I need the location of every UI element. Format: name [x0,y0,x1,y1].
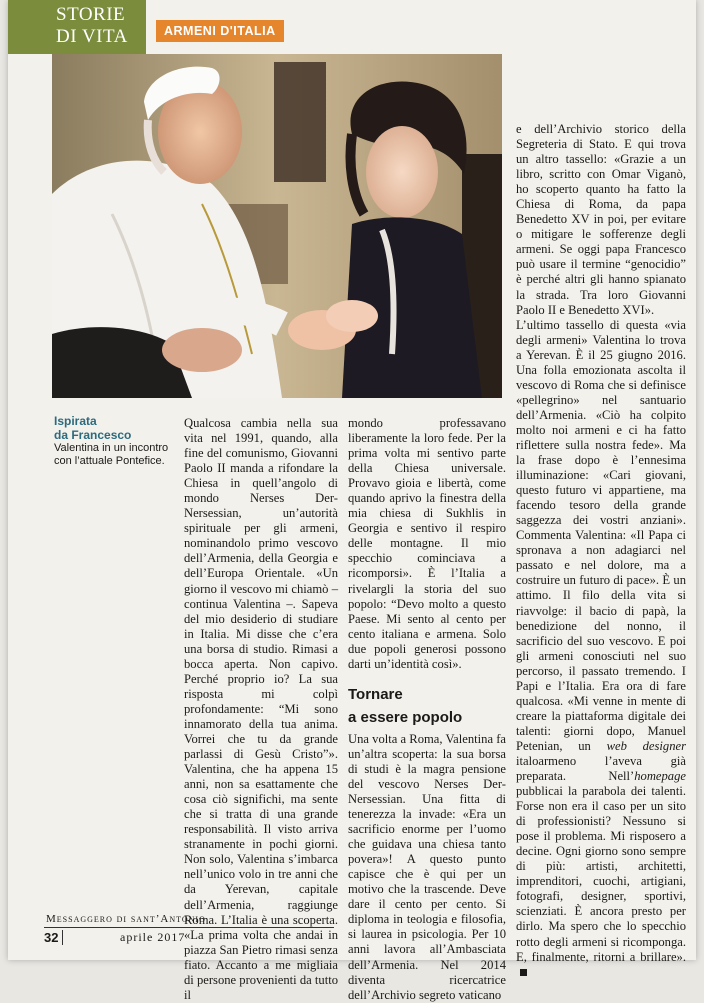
italic-term: web designer [606,738,687,753]
page-number: 32 [44,930,63,945]
paragraph: Qualcosa cambia nella sua vita nel 1991, quando, alla fine del comunismo, Giovanni Paolo II manda a rifondare la Chiesa in quell’angolo di mondo Nerses Der-Nersessian, un’autorità spirituale per gli armeni, nominandolo primo vescovo dell’Armenia, della Georgia e dell’Europa Orientale. «Un giorno il vescovo mi chiamò – continua Valentina –. Sapeva del mio desiderio di studiare in Italia. Mi disse che c’era una borsa di studio. Rimasi a bocca aperta. Non capivo. Perché proprio io? La sua risposta mi colpì profondamente: “Mi sono innamorato della tua anima. Vorrei che tu da grande parlassi di Gesù Cristo”». Valentina, che ha appena 15 anni, non sa esattamente che cosa ciò significhi, ma sente che si tratta di una grande responsabilità. Il visto arriva stranamente in pochi giorni. Non solo, Valentina s’imbarca nell’unico volo in tre anni che da Yerevan, capitale dell’Armenia, raggiunge Roma. L’Italia è una scoperta. «La prima volta che andai in piazza San Pietro rimasi senza fiato. Accanto a me migliaia di persone provenienti da tutto il [184,416,338,1002]
caption-title-line2: da Francesco [54,428,132,442]
section-label-line1: STORIE [56,4,126,25]
magazine-page [8,0,696,1002]
photo-caption [54,414,174,468]
paragraph: Una volta a Roma, Valentina fa un’altra scoperta: la sua borsa di studi è la magra pensione del vescovo Nerses Der-Nersessian. Una fitta di tenerezza la invade: «Era un sacrificio enorme per l’uomo che guidava una chiesa tanto povera»! A questo punto capisce che è qui per un motivo che la trascende. Deve dare il cento per cento. Si diploma in teologia e filosofia, si laurea in psicologia. Per 10 anni lavora all’Ambasciata dell’Armenia. Nel 2014 diventa ricercatrice dell’Archivio segreto vaticano [348,731,506,1002]
subheading-line1: Tornare [348,685,403,703]
category-tag: ARMENI D'ITALIA [156,20,284,42]
paragraph: e dell’Archivio storico della Segreteria di Stato. E qui trova un altro tassello: «Grazie a un libro, scritto con Omar Viganò, ho scoperto quanto ha fatto la Chiesa di Roma, da papa Benedetto XV in poi, per evitare o mitigare le sofferenze degli armeni. Se oggi papa Francesco può usare il termine “genocidio” è perché altri gli hanno spianato la strada. Tra loro Giovanni Paolo II e Benedetto XVI». [516,122,686,317]
paragraph-part: pubblicai la parabola dei talenti. Forse non era il caso per un sito di professionisti? Nessuno si pose il problema. Mi risposero a decine. Ogni giorno sono sempre di più: artisti, architetti, imprenditori, cuochi, artigiani, fotografi, designer, sportivi, scienziati. È ancora presto per dirlo. Ma spero che lo specchio rotto degli armeni si ricomponga. E, finalmente, ritorni a brillare». [516,784,686,964]
text-column-2 [348,416,506,1003]
section-label [8,0,146,54]
paragraph [516,318,686,980]
text-column-1 [184,416,338,1003]
italic-term: homepage [634,769,686,784]
paragraph-part: italoarmeno l’aveva già preparata. Nell’ [516,753,686,784]
paragraph-part: L’ultimo tassello di questa «via degli armeni» Valentina lo trova a Yerevan. È il 25 giugno 2016. Una folla emozionata ascolta il vescovo di Roma che si definisce «pellegrino» nel santuario dell’Armenia. «Ciò ha colpito molto noi armeni e ci ha fatto riflettere sulla nostra fede». Ma la frase dopo è l’ennesima illuminazione: «Cari giovani, questo futuro vi appartiene, ma facendo tesoro della grande saggezza dei vostri anziani». Commenta Valentina: «Il Papa ci spronava a non adagiarci nel passato e nel dolore, ma a costruire un futuro di pace». È un attimo. Il filo della vita si riavvolge: il bacio di papà, la benedizione del nonno, il sacrificio del suo vescovo. E poi gli armeni conosciuti nel suo percorso, il passato tremendo. I Papi e l’Italia. Era ora di fare qualcosa. «Mi venne in mente di creare la piattaforma digitale dei talenti: giorni dopo, Manuel Petenian, un [516,317,686,753]
end-mark [520,969,527,976]
subheading-line2: a essere popolo [348,708,463,726]
caption-title-line1: Ispirata [54,414,97,428]
paragraph: mondo professavano liberamente la loro fede. Per la prima volta mi sentivo parte della Chiesa universale. Provavo gioia e libertà, come quando aprivo la finestra della mia chiesa di Sukhlis in Georgia e sentivo il respiro delle montagne. Il mio specchio cominciava a ricomporsi». È l’Italia a rivelargli la storia del suo popolo: “Devo molto a questo Paese. Mi sento al cento per cento italiana e armena. Solo due popoli generosi possono darti un’identità così». [348,416,506,671]
caption-text: Valentina in un incontro con l’attuale Pontefice. [54,442,169,467]
magazine-name: Messaggero di sant’Antonio [46,913,206,925]
text-column-3 [516,122,686,980]
footer-rule [44,927,334,928]
photo-pope-meeting [52,54,502,398]
section-label-line2: DI VITA [56,26,128,47]
issue-date: aprile 2017 [120,930,186,944]
